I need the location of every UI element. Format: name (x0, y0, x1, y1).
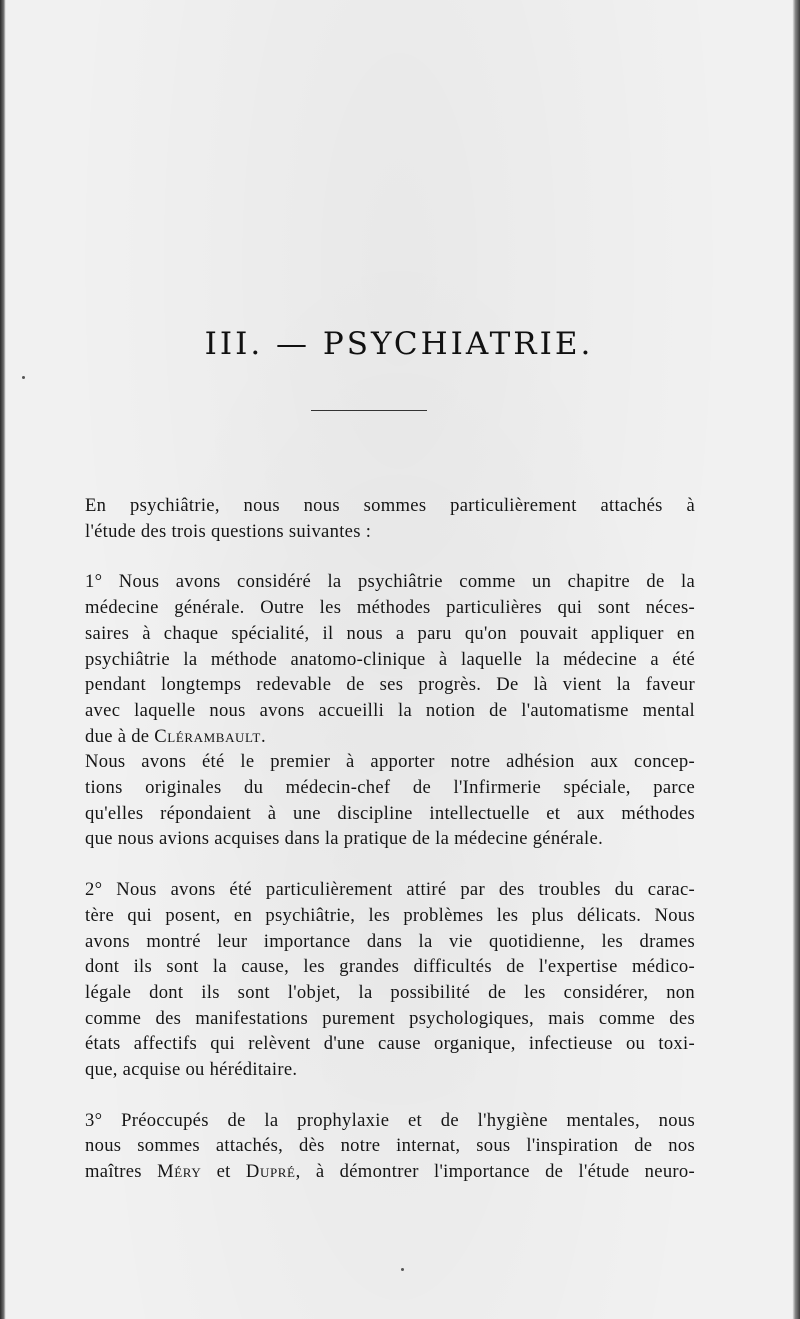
text-line: saires à chaque spécialité, il nous a paru qu'on pouvait appliquer en (85, 622, 695, 644)
text-fragment: et (201, 1161, 246, 1183)
text-line (75, 1159, 695, 1185)
scan-edge-right (792, 0, 800, 1319)
text-line: que, acquise ou héréditaire. (85, 1059, 298, 1081)
body-text (75, 493, 695, 1185)
text-line: psychiâtrie la méthode anatomo-clinique à laquelle la médecine a été (85, 648, 695, 670)
text-line: dont ils sont la cause, les grandes difficultés de l'expertise médico- (85, 956, 695, 978)
chapter-heading: III. — PSYCHIATRIE. (204, 326, 594, 362)
text-line: légale dont ils sont l'objet, la possibilité de les considérer, non (85, 981, 695, 1003)
text-fragment: maîtres (85, 1161, 158, 1183)
text-line: avec laquelle nous avons accueilli la notion de l'automatisme mental (85, 699, 695, 721)
author-name-mery: Méry (157, 1161, 202, 1183)
point-3-paragraph (75, 1108, 695, 1185)
text-line: nous sommes attachés, dès notre internat, sous l'inspiration de nos (85, 1135, 695, 1157)
heading-rule (311, 410, 427, 411)
text-line: tions originales du médecin-chef de l'Infirmerie spéciale, parce (85, 777, 695, 799)
text-line (75, 724, 695, 750)
document-page (6, 0, 792, 1319)
text-fragment: , à démontrer l'importance de l'étude neuro- (295, 1161, 695, 1183)
text-fragment: due à de (85, 725, 155, 747)
text-fragment: . (260, 725, 266, 747)
author-name-dupre: Dupré (245, 1161, 296, 1183)
author-name-clerambault: Clérambault (154, 725, 261, 747)
point-2-paragraph (75, 877, 695, 1083)
adhesion-paragraph (75, 749, 695, 852)
intro-paragraph (75, 493, 695, 544)
text-line: que nous avions acquises dans la pratique de la médecine générale. (85, 828, 604, 850)
ink-speck (22, 376, 25, 379)
point-1-paragraph (75, 569, 695, 749)
text-line: tère qui posent, en psychiâtrie, les problèmes les plus délicats. Nous (85, 904, 695, 926)
text-line: médecine générale. Outre les méthodes particulières qui sont néces- (85, 597, 695, 619)
text-line: comme des manifestations purement psychologiques, mais comme des (85, 1007, 695, 1029)
text-line: qu'elles répondaient à une discipline intellectuelle et aux méthodes (85, 802, 695, 824)
text-line: 1° Nous avons considéré la psychiâtrie comme un chapitre de la (85, 571, 695, 593)
text-line: 3° Préoccupés de la prophylaxie et de l'hygiène mentales, nous (85, 1109, 695, 1131)
text-line: états affectifs qui relèvent d'une cause organique, infectieuse ou toxi- (85, 1033, 695, 1055)
text-line: avons montré leur importance dans la vie quotidienne, les drames (85, 930, 695, 952)
text-line: pendant longtemps redevable de ses progrès. De là vient la faveur (85, 674, 695, 696)
text-line: l'étude des trois questions suivantes : (85, 520, 372, 542)
text-line: 2° Nous avons été particulièrement attiré par des troubles du carac- (85, 879, 695, 901)
ink-speck (401, 1268, 404, 1271)
text-line: Nous avons été le premier à apporter notre adhésion aux concep- (85, 751, 695, 773)
text-line: En psychiâtrie, nous nous sommes particulièrement attachés à (85, 495, 695, 516)
